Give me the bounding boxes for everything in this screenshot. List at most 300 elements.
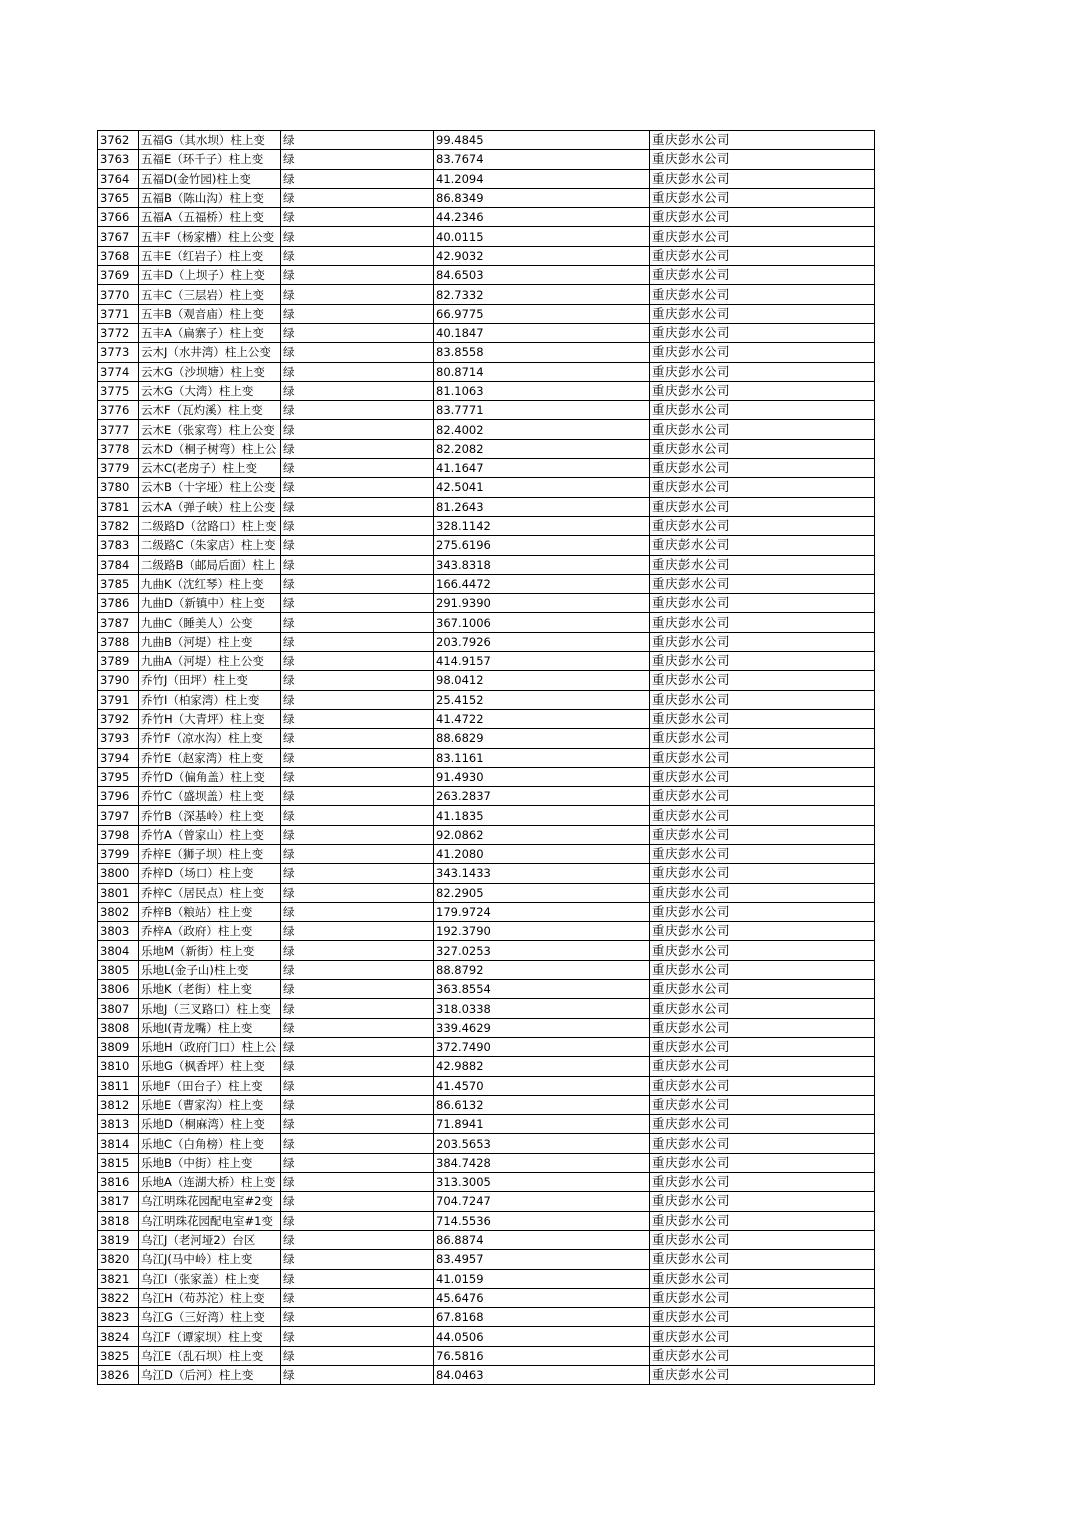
company-cell: 重庆彭水公司 bbox=[650, 227, 875, 246]
station-name-cell: 乔竹A（曾家山）柱上变 bbox=[139, 825, 281, 844]
table-row bbox=[98, 420, 875, 439]
company-cell: 重庆彭水公司 bbox=[650, 999, 875, 1018]
station-name-cell: 云木C(老房子）柱上变 bbox=[139, 459, 281, 478]
value-cell: 343.1433 bbox=[434, 864, 650, 883]
company-cell: 重庆彭水公司 bbox=[650, 902, 875, 921]
row-id-cell: 3790 bbox=[98, 671, 139, 690]
company-cell: 重庆彭水公司 bbox=[650, 690, 875, 709]
company-cell: 重庆彭水公司 bbox=[650, 594, 875, 613]
company-cell: 重庆彭水公司 bbox=[650, 1288, 875, 1307]
station-name-cell: 九曲B（河堤）柱上变 bbox=[139, 632, 281, 651]
status-cell: 绿 bbox=[281, 922, 434, 941]
station-name-cell: 五丰A（扁寨子）柱上变 bbox=[139, 323, 281, 342]
row-id-cell: 3826 bbox=[98, 1366, 139, 1385]
station-name-cell: 乌江D（后河）柱上变 bbox=[139, 1366, 281, 1385]
company-cell: 重庆彭水公司 bbox=[650, 709, 875, 728]
company-cell: 重庆彭水公司 bbox=[650, 1115, 875, 1134]
table-row bbox=[98, 980, 875, 999]
row-id-cell: 3789 bbox=[98, 652, 139, 671]
row-id-cell: 3818 bbox=[98, 1211, 139, 1230]
value-cell: 81.1063 bbox=[434, 381, 650, 400]
value-cell: 92.0862 bbox=[434, 825, 650, 844]
table-row bbox=[98, 516, 875, 535]
status-cell: 绿 bbox=[281, 439, 434, 458]
table-row bbox=[98, 632, 875, 651]
company-cell: 重庆彭水公司 bbox=[650, 555, 875, 574]
status-cell: 绿 bbox=[281, 1057, 434, 1076]
table-row bbox=[98, 1134, 875, 1153]
row-id-cell: 3767 bbox=[98, 227, 139, 246]
status-cell: 绿 bbox=[281, 980, 434, 999]
company-cell: 重庆彭水公司 bbox=[650, 1173, 875, 1192]
row-id-cell: 3770 bbox=[98, 285, 139, 304]
table-row bbox=[98, 536, 875, 555]
value-cell: 88.8792 bbox=[434, 960, 650, 979]
table-row bbox=[98, 594, 875, 613]
company-cell: 重庆彭水公司 bbox=[650, 960, 875, 979]
table-row bbox=[98, 246, 875, 265]
row-id-cell: 3797 bbox=[98, 806, 139, 825]
station-name-cell: 乔竹J（田坪）柱上变 bbox=[139, 671, 281, 690]
value-cell: 83.1161 bbox=[434, 748, 650, 767]
value-cell: 99.4845 bbox=[434, 131, 650, 150]
status-cell: 绿 bbox=[281, 709, 434, 728]
row-id-cell: 3784 bbox=[98, 555, 139, 574]
station-name-cell: 二级路B（邮局后面）柱上 bbox=[139, 555, 281, 574]
value-cell: 45.6476 bbox=[434, 1288, 650, 1307]
table-row bbox=[98, 439, 875, 458]
table-row bbox=[98, 1057, 875, 1076]
value-cell: 41.4570 bbox=[434, 1076, 650, 1095]
status-cell: 绿 bbox=[281, 497, 434, 516]
station-name-cell: 乐地E（曹家沟）柱上变 bbox=[139, 1095, 281, 1114]
status-cell: 绿 bbox=[281, 285, 434, 304]
status-cell: 绿 bbox=[281, 1037, 434, 1056]
company-cell: 重庆彭水公司 bbox=[650, 806, 875, 825]
status-cell: 绿 bbox=[281, 266, 434, 285]
station-name-cell: 乔梓E（狮子坝）柱上变 bbox=[139, 844, 281, 863]
value-cell: 83.4957 bbox=[434, 1250, 650, 1269]
company-cell: 重庆彭水公司 bbox=[650, 362, 875, 381]
value-cell: 372.7490 bbox=[434, 1037, 650, 1056]
status-cell: 绿 bbox=[281, 574, 434, 593]
row-id-cell: 3805 bbox=[98, 960, 139, 979]
row-id-cell: 3822 bbox=[98, 1288, 139, 1307]
station-name-cell: 乌江G（三好湾）柱上变 bbox=[139, 1308, 281, 1327]
company-cell: 重庆彭水公司 bbox=[650, 941, 875, 960]
station-name-cell: 乌江明珠花园配电室#1变 bbox=[139, 1211, 281, 1230]
table-row bbox=[98, 266, 875, 285]
company-cell: 重庆彭水公司 bbox=[650, 767, 875, 786]
value-cell: 81.2643 bbox=[434, 497, 650, 516]
status-cell: 绿 bbox=[281, 459, 434, 478]
station-name-cell: 乌江J（老河垭2）台区 bbox=[139, 1230, 281, 1249]
table-row bbox=[98, 1269, 875, 1288]
company-cell: 重庆彭水公司 bbox=[650, 169, 875, 188]
table-row bbox=[98, 1115, 875, 1134]
status-cell: 绿 bbox=[281, 941, 434, 960]
status-cell: 绿 bbox=[281, 1076, 434, 1095]
row-id-cell: 3783 bbox=[98, 536, 139, 555]
company-cell: 重庆彭水公司 bbox=[650, 864, 875, 883]
status-cell: 绿 bbox=[281, 208, 434, 227]
company-cell: 重庆彭水公司 bbox=[650, 1346, 875, 1365]
table-row bbox=[98, 1250, 875, 1269]
row-id-cell: 3808 bbox=[98, 1018, 139, 1037]
status-cell: 绿 bbox=[281, 652, 434, 671]
table-row bbox=[98, 169, 875, 188]
status-cell: 绿 bbox=[281, 246, 434, 265]
table-row bbox=[98, 767, 875, 786]
row-id-cell: 3788 bbox=[98, 632, 139, 651]
value-cell: 80.8714 bbox=[434, 362, 650, 381]
station-name-cell: 五福A（五福桥）柱上变 bbox=[139, 208, 281, 227]
value-cell: 67.8168 bbox=[434, 1308, 650, 1327]
station-name-cell: 乐地H（政府门口）柱上公 bbox=[139, 1037, 281, 1056]
row-id-cell: 3774 bbox=[98, 362, 139, 381]
station-name-cell: 云木E（张家弯）柱上公变 bbox=[139, 420, 281, 439]
station-name-cell: 乐地F（田台子）柱上变 bbox=[139, 1076, 281, 1095]
station-name-cell: 五丰E（红岩子）柱上变 bbox=[139, 246, 281, 265]
status-cell: 绿 bbox=[281, 1095, 434, 1114]
row-id-cell: 3769 bbox=[98, 266, 139, 285]
company-cell: 重庆彭水公司 bbox=[650, 1308, 875, 1327]
status-cell: 绿 bbox=[281, 1230, 434, 1249]
value-cell: 343.8318 bbox=[434, 555, 650, 574]
status-cell: 绿 bbox=[281, 1346, 434, 1365]
company-cell: 重庆彭水公司 bbox=[650, 323, 875, 342]
value-cell: 203.7926 bbox=[434, 632, 650, 651]
station-name-cell: 乐地I(青龙嘴）柱上变 bbox=[139, 1018, 281, 1037]
table-row bbox=[98, 806, 875, 825]
data-table bbox=[97, 130, 875, 1385]
status-cell: 绿 bbox=[281, 1115, 434, 1134]
status-cell: 绿 bbox=[281, 1327, 434, 1346]
station-name-cell: 五福B（陈山沟）柱上变 bbox=[139, 188, 281, 207]
row-id-cell: 3813 bbox=[98, 1115, 139, 1134]
status-cell: 绿 bbox=[281, 150, 434, 169]
table-row bbox=[98, 1230, 875, 1249]
station-name-cell: 乌江E（乱石坝）柱上变 bbox=[139, 1346, 281, 1365]
station-name-cell: 乔竹C（盛坝盖）柱上变 bbox=[139, 787, 281, 806]
status-cell: 绿 bbox=[281, 864, 434, 883]
row-id-cell: 3814 bbox=[98, 1134, 139, 1153]
company-cell: 重庆彭水公司 bbox=[650, 1230, 875, 1249]
table-row bbox=[98, 825, 875, 844]
status-cell: 绿 bbox=[281, 131, 434, 150]
row-id-cell: 3796 bbox=[98, 787, 139, 806]
company-cell: 重庆彭水公司 bbox=[650, 729, 875, 748]
table-row bbox=[98, 652, 875, 671]
company-cell: 重庆彭水公司 bbox=[650, 304, 875, 323]
station-name-cell: 五福D(金竹园)柱上变 bbox=[139, 169, 281, 188]
table-row bbox=[98, 478, 875, 497]
company-cell: 重庆彭水公司 bbox=[650, 787, 875, 806]
station-name-cell: 九曲C（睡美人）公变 bbox=[139, 613, 281, 632]
row-id-cell: 3777 bbox=[98, 420, 139, 439]
station-name-cell: 云木G（沙坝塘）柱上变 bbox=[139, 362, 281, 381]
value-cell: 414.9157 bbox=[434, 652, 650, 671]
value-cell: 704.7247 bbox=[434, 1192, 650, 1211]
value-cell: 384.7428 bbox=[434, 1153, 650, 1172]
status-cell: 绿 bbox=[281, 1134, 434, 1153]
row-id-cell: 3811 bbox=[98, 1076, 139, 1095]
value-cell: 40.0115 bbox=[434, 227, 650, 246]
status-cell: 绿 bbox=[281, 362, 434, 381]
row-id-cell: 3772 bbox=[98, 323, 139, 342]
row-id-cell: 3817 bbox=[98, 1192, 139, 1211]
value-cell: 42.9032 bbox=[434, 246, 650, 265]
value-cell: 40.1847 bbox=[434, 323, 650, 342]
station-name-cell: 五福G（其水坝）柱上变 bbox=[139, 131, 281, 150]
company-cell: 重庆彭水公司 bbox=[650, 150, 875, 169]
company-cell: 重庆彭水公司 bbox=[650, 748, 875, 767]
company-cell: 重庆彭水公司 bbox=[650, 671, 875, 690]
row-id-cell: 3815 bbox=[98, 1153, 139, 1172]
value-cell: 71.8941 bbox=[434, 1115, 650, 1134]
row-id-cell: 3807 bbox=[98, 999, 139, 1018]
table-row bbox=[98, 729, 875, 748]
status-cell: 绿 bbox=[281, 343, 434, 362]
table-row bbox=[98, 1346, 875, 1365]
value-cell: 84.0463 bbox=[434, 1366, 650, 1385]
table-row bbox=[98, 941, 875, 960]
value-cell: 86.8349 bbox=[434, 188, 650, 207]
value-cell: 41.1647 bbox=[434, 459, 650, 478]
value-cell: 263.2837 bbox=[434, 787, 650, 806]
row-id-cell: 3804 bbox=[98, 941, 139, 960]
status-cell: 绿 bbox=[281, 729, 434, 748]
table-row bbox=[98, 362, 875, 381]
status-cell: 绿 bbox=[281, 381, 434, 400]
company-cell: 重庆彭水公司 bbox=[650, 401, 875, 420]
value-cell: 318.0338 bbox=[434, 999, 650, 1018]
row-id-cell: 3775 bbox=[98, 381, 139, 400]
status-cell: 绿 bbox=[281, 323, 434, 342]
table-row bbox=[98, 150, 875, 169]
value-cell: 313.3005 bbox=[434, 1173, 650, 1192]
value-cell: 98.0412 bbox=[434, 671, 650, 690]
status-cell: 绿 bbox=[281, 401, 434, 420]
status-cell: 绿 bbox=[281, 767, 434, 786]
row-id-cell: 3765 bbox=[98, 188, 139, 207]
value-cell: 363.8554 bbox=[434, 980, 650, 999]
status-cell: 绿 bbox=[281, 169, 434, 188]
status-cell: 绿 bbox=[281, 516, 434, 535]
row-id-cell: 3764 bbox=[98, 169, 139, 188]
station-name-cell: 乐地G（枫香坪）柱上变 bbox=[139, 1057, 281, 1076]
status-cell: 绿 bbox=[281, 304, 434, 323]
row-id-cell: 3801 bbox=[98, 883, 139, 902]
table-row bbox=[98, 1192, 875, 1211]
row-id-cell: 3762 bbox=[98, 131, 139, 150]
station-name-cell: 云木D（桐子树弯）柱上公 bbox=[139, 439, 281, 458]
value-cell: 83.7674 bbox=[434, 150, 650, 169]
row-id-cell: 3778 bbox=[98, 439, 139, 458]
value-cell: 86.6132 bbox=[434, 1095, 650, 1114]
row-id-cell: 3795 bbox=[98, 767, 139, 786]
value-cell: 41.2094 bbox=[434, 169, 650, 188]
station-name-cell: 乌江明珠花园配电室#2变 bbox=[139, 1192, 281, 1211]
station-name-cell: 乔梓C（居民点）柱上变 bbox=[139, 883, 281, 902]
table-row bbox=[98, 323, 875, 342]
value-cell: 82.7332 bbox=[434, 285, 650, 304]
company-cell: 重庆彭水公司 bbox=[650, 246, 875, 265]
table-row bbox=[98, 131, 875, 150]
value-cell: 714.5536 bbox=[434, 1211, 650, 1230]
row-id-cell: 3823 bbox=[98, 1308, 139, 1327]
value-cell: 166.4472 bbox=[434, 574, 650, 593]
status-cell: 绿 bbox=[281, 690, 434, 709]
table-row bbox=[98, 381, 875, 400]
company-cell: 重庆彭水公司 bbox=[650, 1211, 875, 1230]
table-row bbox=[98, 787, 875, 806]
station-name-cell: 乐地M（新街）柱上变 bbox=[139, 941, 281, 960]
row-id-cell: 3802 bbox=[98, 902, 139, 921]
table-row bbox=[98, 227, 875, 246]
company-cell: 重庆彭水公司 bbox=[650, 439, 875, 458]
station-name-cell: 五福E（环千子）柱上变 bbox=[139, 150, 281, 169]
value-cell: 339.4629 bbox=[434, 1018, 650, 1037]
value-cell: 82.4002 bbox=[434, 420, 650, 439]
row-id-cell: 3785 bbox=[98, 574, 139, 593]
company-cell: 重庆彭水公司 bbox=[650, 208, 875, 227]
value-cell: 88.6829 bbox=[434, 729, 650, 748]
table-row bbox=[98, 671, 875, 690]
table-row bbox=[98, 1308, 875, 1327]
table-row bbox=[98, 574, 875, 593]
status-cell: 绿 bbox=[281, 188, 434, 207]
station-name-cell: 乐地J（三叉路口）柱上变 bbox=[139, 999, 281, 1018]
row-id-cell: 3821 bbox=[98, 1269, 139, 1288]
status-cell: 绿 bbox=[281, 1153, 434, 1172]
row-id-cell: 3820 bbox=[98, 1250, 139, 1269]
station-name-cell: 二级路D（岔路口）柱上变 bbox=[139, 516, 281, 535]
station-name-cell: 云木B（十字垭）柱上公变 bbox=[139, 478, 281, 497]
status-cell: 绿 bbox=[281, 825, 434, 844]
station-name-cell: 乐地A（连湖大桥）柱上变 bbox=[139, 1173, 281, 1192]
row-id-cell: 3773 bbox=[98, 343, 139, 362]
table-row bbox=[98, 1366, 875, 1385]
table-row bbox=[98, 1288, 875, 1307]
company-cell: 重庆彭水公司 bbox=[650, 1037, 875, 1056]
status-cell: 绿 bbox=[281, 1308, 434, 1327]
station-name-cell: 乌江I（张家盖）柱上变 bbox=[139, 1269, 281, 1288]
value-cell: 83.7771 bbox=[434, 401, 650, 420]
company-cell: 重庆彭水公司 bbox=[650, 980, 875, 999]
status-cell: 绿 bbox=[281, 671, 434, 690]
status-cell: 绿 bbox=[281, 1366, 434, 1385]
value-cell: 41.1835 bbox=[434, 806, 650, 825]
station-name-cell: 乔竹F（凉水沟）柱上变 bbox=[139, 729, 281, 748]
table-row bbox=[98, 1018, 875, 1037]
company-cell: 重庆彭水公司 bbox=[650, 478, 875, 497]
station-name-cell: 乐地K（老街）柱上变 bbox=[139, 980, 281, 999]
company-cell: 重庆彭水公司 bbox=[650, 516, 875, 535]
row-id-cell: 3794 bbox=[98, 748, 139, 767]
station-name-cell: 乌江H（苟苏沱）柱上变 bbox=[139, 1288, 281, 1307]
row-id-cell: 3824 bbox=[98, 1327, 139, 1346]
value-cell: 179.9724 bbox=[434, 902, 650, 921]
row-id-cell: 3782 bbox=[98, 516, 139, 535]
status-cell: 绿 bbox=[281, 632, 434, 651]
station-name-cell: 乐地B（中街）柱上变 bbox=[139, 1153, 281, 1172]
value-cell: 41.4722 bbox=[434, 709, 650, 728]
station-name-cell: 五丰F（杨家槽）柱上公变 bbox=[139, 227, 281, 246]
station-name-cell: 乔竹B（深基岭）柱上变 bbox=[139, 806, 281, 825]
value-cell: 42.5041 bbox=[434, 478, 650, 497]
row-id-cell: 3791 bbox=[98, 690, 139, 709]
value-cell: 86.8874 bbox=[434, 1230, 650, 1249]
row-id-cell: 3786 bbox=[98, 594, 139, 613]
table-row bbox=[98, 497, 875, 516]
company-cell: 重庆彭水公司 bbox=[650, 825, 875, 844]
station-name-cell: 乐地L(金子山)柱上变 bbox=[139, 960, 281, 979]
station-name-cell: 云木J（水井湾）柱上公变 bbox=[139, 343, 281, 362]
table-row bbox=[98, 883, 875, 902]
status-cell: 绿 bbox=[281, 1288, 434, 1307]
company-cell: 重庆彭水公司 bbox=[650, 613, 875, 632]
table-row bbox=[98, 1153, 875, 1172]
status-cell: 绿 bbox=[281, 555, 434, 574]
station-name-cell: 云木F（瓦灼溪）柱上变 bbox=[139, 401, 281, 420]
value-cell: 82.2082 bbox=[434, 439, 650, 458]
company-cell: 重庆彭水公司 bbox=[650, 1366, 875, 1385]
company-cell: 重庆彭水公司 bbox=[650, 497, 875, 516]
station-name-cell: 五丰C（三层岩）柱上变 bbox=[139, 285, 281, 304]
table-row bbox=[98, 709, 875, 728]
table-row bbox=[98, 1173, 875, 1192]
company-cell: 重庆彭水公司 bbox=[650, 131, 875, 150]
company-cell: 重庆彭水公司 bbox=[650, 1134, 875, 1153]
table-row bbox=[98, 459, 875, 478]
station-name-cell: 乔梓B（粮站）柱上变 bbox=[139, 902, 281, 921]
table-row bbox=[98, 613, 875, 632]
status-cell: 绿 bbox=[281, 1269, 434, 1288]
station-name-cell: 乔梓D（场口）柱上变 bbox=[139, 864, 281, 883]
row-id-cell: 3771 bbox=[98, 304, 139, 323]
table-row bbox=[98, 188, 875, 207]
company-cell: 重庆彭水公司 bbox=[650, 343, 875, 362]
table-row bbox=[98, 999, 875, 1018]
value-cell: 42.9882 bbox=[434, 1057, 650, 1076]
company-cell: 重庆彭水公司 bbox=[650, 883, 875, 902]
status-cell: 绿 bbox=[281, 227, 434, 246]
status-cell: 绿 bbox=[281, 748, 434, 767]
value-cell: 44.0506 bbox=[434, 1327, 650, 1346]
table-row bbox=[98, 285, 875, 304]
company-cell: 重庆彭水公司 bbox=[650, 381, 875, 400]
table-row bbox=[98, 922, 875, 941]
station-name-cell: 乌江J(马中岭）柱上变 bbox=[139, 1250, 281, 1269]
table-row bbox=[98, 1095, 875, 1114]
value-cell: 82.2905 bbox=[434, 883, 650, 902]
table-row bbox=[98, 555, 875, 574]
company-cell: 重庆彭水公司 bbox=[650, 420, 875, 439]
station-name-cell: 乔竹H（大青坪）柱上变 bbox=[139, 709, 281, 728]
station-name-cell: 乔梓A（政府）柱上变 bbox=[139, 922, 281, 941]
company-cell: 重庆彭水公司 bbox=[650, 1269, 875, 1288]
status-cell: 绿 bbox=[281, 806, 434, 825]
table-row bbox=[98, 304, 875, 323]
status-cell: 绿 bbox=[281, 999, 434, 1018]
table-row bbox=[98, 1327, 875, 1346]
table-row bbox=[98, 1037, 875, 1056]
status-cell: 绿 bbox=[281, 613, 434, 632]
row-id-cell: 3806 bbox=[98, 980, 139, 999]
table-row bbox=[98, 960, 875, 979]
status-cell: 绿 bbox=[281, 960, 434, 979]
